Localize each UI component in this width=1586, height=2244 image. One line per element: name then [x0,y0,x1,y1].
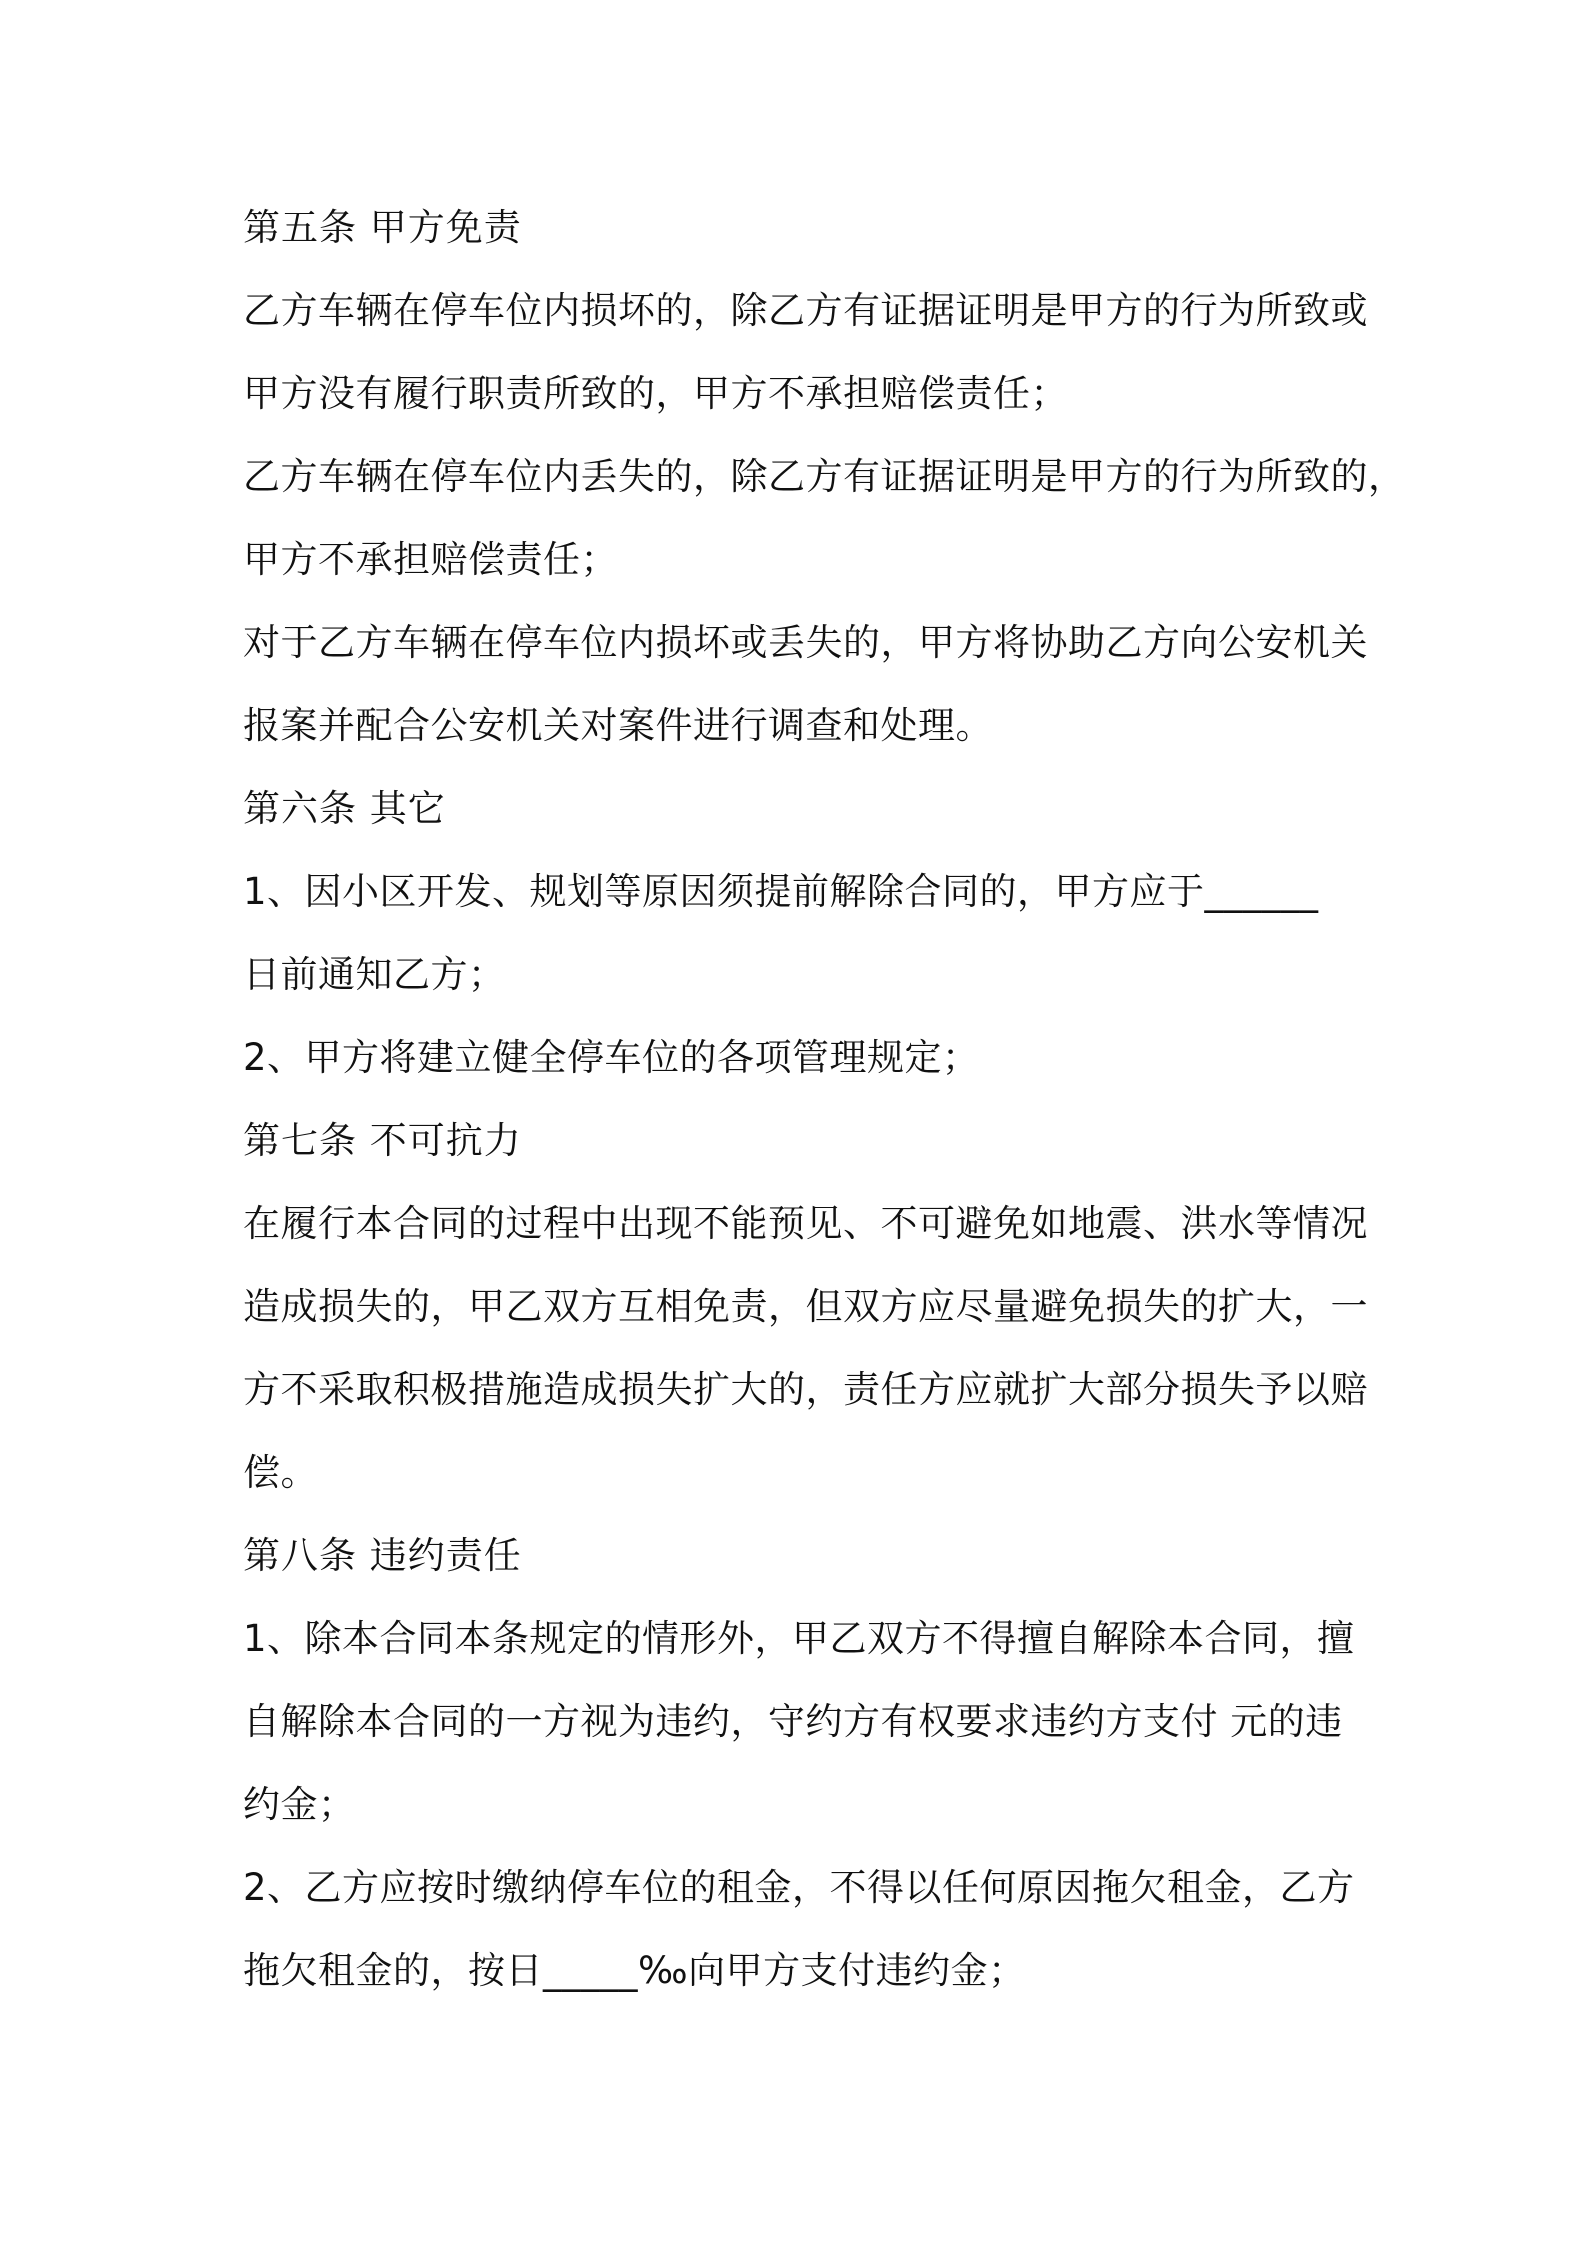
article-6-line-3: 2、甲方将建立健全停车位的各项管理规定； [243,1036,980,1079]
article-8-line-5: 拖欠租金的，按日_____‰向甲方支付违约金； [243,1949,1026,1992]
article-8-line-4: 2、乙方应按时缴纳停车位的租金，不得以任何原因拖欠租金，乙方 [243,1866,1355,1909]
article-8-line-1: 1、除本合同本条规定的情形外，甲乙双方不得擅自解除本合同，擅 [243,1617,1355,1660]
article-5-line-4: 甲方不承担赔偿责任； [243,538,618,581]
article-5-line-6: 报案并配合公安机关对案件进行调查和处理。 [243,704,993,747]
article-5-line-5: 对于乙方车辆在停车位内损坏或丢失的，甲方将协助乙方向公安机关 [243,621,1368,664]
article-5-line-2: 甲方没有履行职责所致的，甲方不承担赔偿责任； [243,372,1068,415]
article-8-line-3: 约金； [243,1783,356,1826]
article-5-line-1: 乙方车辆在停车位内损坏的，除乙方有证据证明是甲方的行为所致或 [243,289,1368,332]
article-6-line-1: 1、因小区开发、规划等原因须提前解除合同的，甲方应于______ [243,870,1319,913]
article-7-line-4: 偿。 [243,1451,318,1494]
article-6-heading: 第六条 其它 [243,787,446,830]
article-7-heading: 第七条 不可抗力 [243,1119,522,1162]
article-5-line-3: 乙方车辆在停车位内丢失的，除乙方有证据证明是甲方的行为所致的， [243,455,1406,498]
article-5-heading: 第五条 甲方免责 [243,206,522,249]
article-7-line-3: 方不采取积极措施造成损失扩大的，责任方应就扩大部分损失予以赔 [243,1368,1368,1411]
article-7-line-1: 在履行本合同的过程中出现不能预见、不可避免如地震、洪水等情况 [243,1202,1368,1245]
article-8-line-2: 自解除本合同的一方视为违约，守约方有权要求违约方支付 元的违 [243,1700,1343,1743]
article-7-line-2: 造成损失的，甲乙双方互相免责，但双方应尽量避免损失的扩大，一 [243,1285,1368,1328]
article-6-line-2: 日前通知乙方； [243,953,506,996]
article-8-heading: 第八条 违约责任 [243,1534,522,1577]
